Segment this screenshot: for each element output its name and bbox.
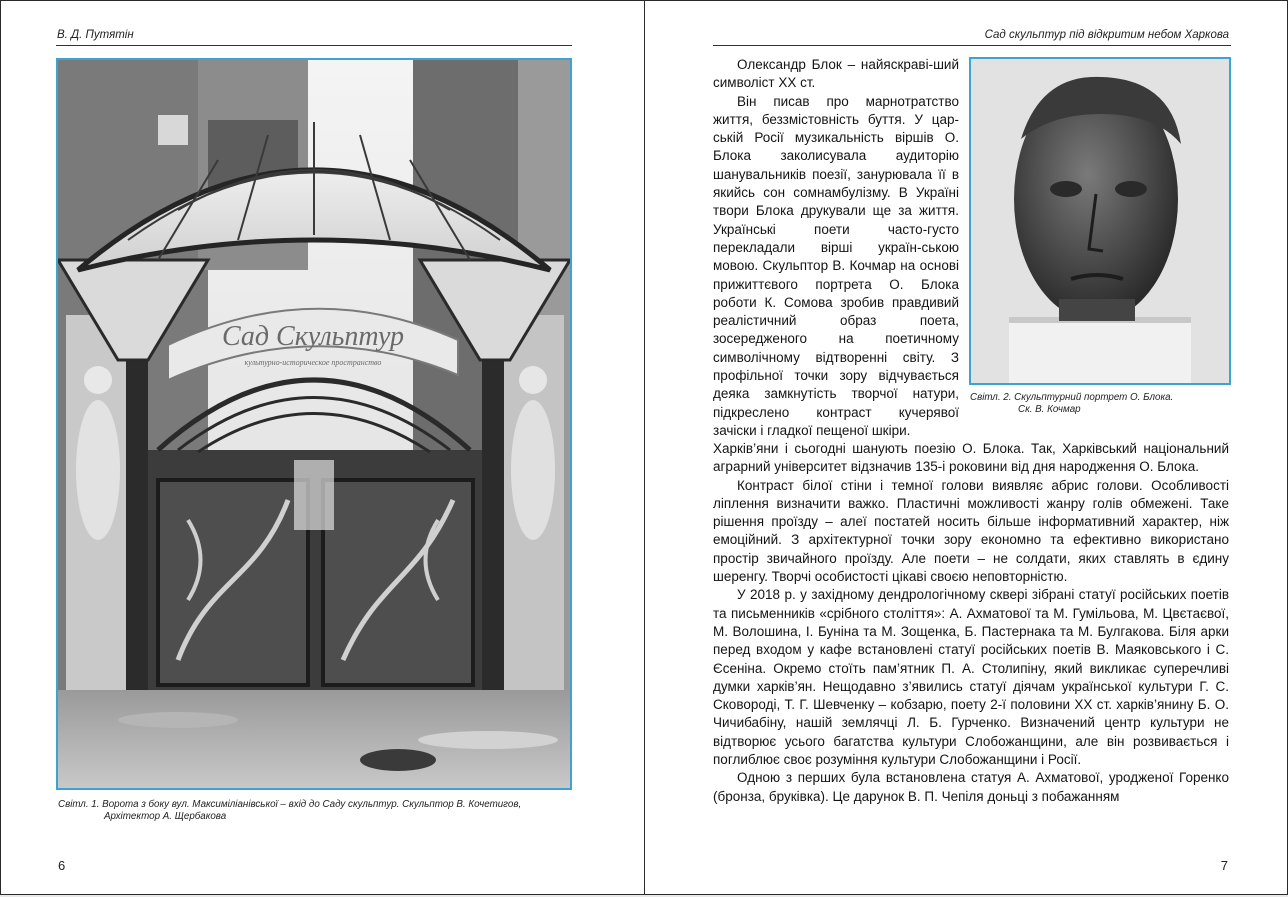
left-page [0, 0, 645, 895]
gate-illustration [58, 60, 570, 788]
paragraph: Контраст білої стіни і темної голови виявляє абрис голови. Особливості ліплення визначити важко. Пластичні можливості жанру голів обмежені. Таке рішення проїзду – алеї постатей носить більше інформативний характер, ніж емоційний. З архітектурної точки зору економно та ефективно використано простір звичайного проїзду. Але поети – не солдати, яких ставлять в єдину шеренгу. Творчі особистості цікаві своєю неповторністю. [713, 477, 1229, 585]
caption-1-line-2: Архітектор А. Щербакова [104, 811, 227, 822]
sign-subtitle: культурно-историческое пространство [244, 358, 382, 367]
photo-garden-gate [56, 58, 572, 790]
photo-blok-bust [969, 57, 1231, 385]
paragraph: Одною з перших була встановлена статуя А. Ахматової, уродженої Горенко (бронза, бруківка). Це дарунок В. П. Чепіля доньці з побажанням [713, 770, 1229, 804]
paragraph: У 2018 р. у західному дендрологічному сквері зібрані статуї російських поетів та письменників «срібного століття»: А. Ахматової та М. Гумільова, М. Цвєтаєвої, М. Волошина, І. Буніна та М. Зощенка, Б. Пастернака та М. Булгакова. Біля арки перед входом у кафе встановлені статуї російських поетів В. Маяковського і С. Єсеніна. Окремо стоїть пам’ятник П. А. Столипіну, який викликає суперечливі думки харків’ян. Нещодавно з’явились статуї діячам української культури Г. С. Сковороді, Т. Г. Шевченку – кобзарю, поету 2-ї половини ХХ ст. харків’янину Б. О. Чичибабіну, нашій землячці Л. Б. Гурченко. Визначений центр культури не відтворює усього багатства культури Слобожанщини, але він розвивається і поглиблює своє розуміння культури Слобожанщини і Росії. [713, 587, 1229, 768]
header-rule [713, 45, 1231, 46]
page-number-left: 6 [58, 858, 66, 873]
figure-caption-2 [970, 392, 1173, 416]
bust-illustration [971, 59, 1229, 383]
running-head-title: Сад скульптур під відкритим небом Харкова [984, 29, 1229, 41]
full-width-text [713, 440, 1229, 806]
header-rule [56, 45, 572, 46]
caption-1-line-1: Світл. 1. Ворота з боку вул. Максиміліанівської – вхід до Саду скульптур. Скульптор В. Кочетигов, [58, 799, 522, 810]
right-page [644, 0, 1288, 895]
paragraph: Олександр Блок – найяскраві-ший символіст ХХ ст. [713, 57, 959, 91]
narrow-column-text [713, 56, 959, 440]
paragraph: Харків’яни і сьогодні шанують поезію О. Блока. Так, Харківський національний аграрний університет відзначив 135-і роковини від дня народження О. Блока. [713, 441, 1229, 475]
page-number-right: 7 [1220, 858, 1228, 873]
running-head-author: В. Д. Путятін [57, 29, 134, 41]
caption-2-line-1: Світл. 2. Скульптурний портрет О. Блока. [970, 392, 1174, 403]
caption-2-line-2: Ск. В. Кочмар [1018, 404, 1081, 415]
figure-caption-1 [58, 799, 521, 823]
sign-title: Сад Скульптур [221, 321, 405, 352]
paragraph: Він писав про марнотратство життя, беззмістовність буття. У цар-ській Росії музикальність віршів О. Блока заколисувала аудиторію шанувальників поезії, занурювала її в якийсь сон сомнамбулізму. В Україні твори Блока друкували ще за життя. Українські поети часто-густо перекладали вірші україн-ською мовою. Скульптор В. Кочмар на основі прижиттєвого портрета О. Блока роботи К. Сомова зробив правдивий реалістичний образ поета, зосередженого на поетичному символічному відтворенні світу. З профільної точки зору відчувається деяка замкнутість творчої натури, підкреслено контраст кучерявої зачіски і гладкої пещеної шкіри. [713, 93, 959, 438]
